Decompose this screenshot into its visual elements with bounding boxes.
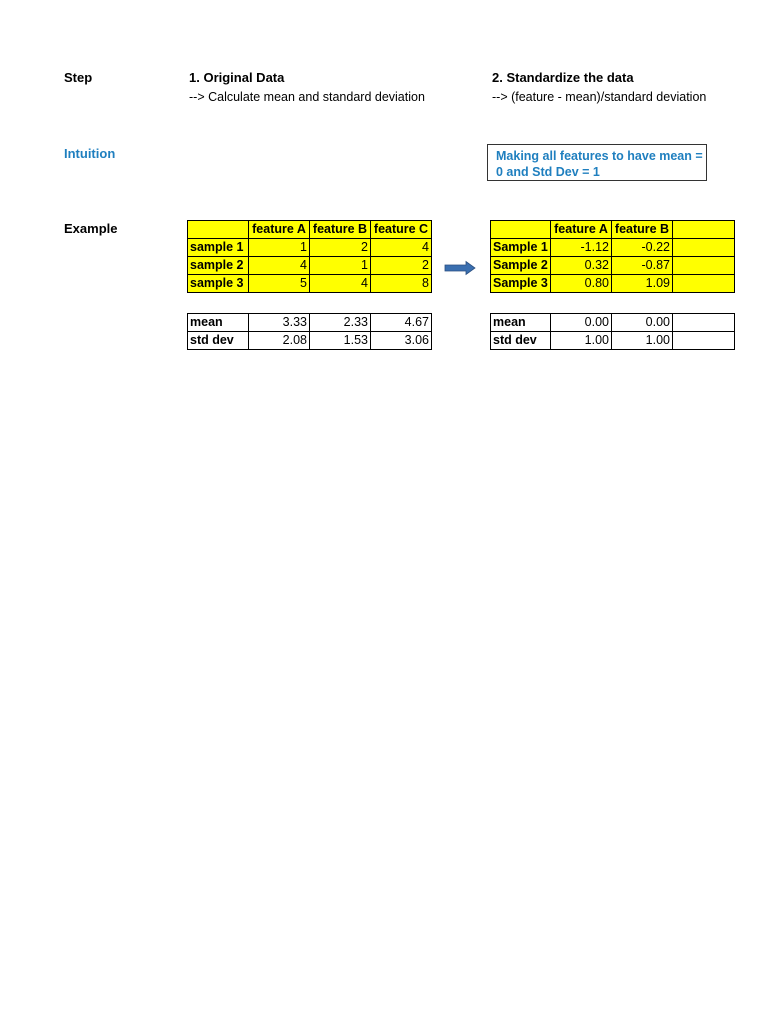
- table-row: [491, 314, 735, 332]
- standardized-data-table: [490, 220, 735, 293]
- table-cell: 8: [371, 275, 432, 293]
- table-cell: 1: [310, 257, 371, 275]
- intuition-line-1: Making all features to have mean =: [496, 149, 703, 163]
- step2-title: 2. Standardize the data: [492, 70, 634, 85]
- step-label: Step: [64, 70, 93, 85]
- table-cell: 3.06: [371, 332, 432, 350]
- table-cell: 2: [310, 239, 371, 257]
- table-cell: 2.08: [249, 332, 310, 350]
- table-cell: [673, 332, 735, 350]
- intuition-label: Intuition: [64, 146, 116, 161]
- table-cell: [673, 257, 735, 275]
- stat-label-mean: mean: [188, 314, 249, 332]
- table-cell: 0.80: [551, 275, 612, 293]
- table-cell: [673, 314, 735, 332]
- step1-title: 1. Original Data: [189, 70, 285, 85]
- header-feature-b: feature B: [310, 221, 371, 239]
- table-cell: 2.33: [310, 314, 371, 332]
- standardized-stats-table: [490, 313, 735, 350]
- table-corner-cell: [491, 221, 551, 239]
- table-cell: 0.32: [551, 257, 612, 275]
- table-cell: 1.00: [612, 332, 673, 350]
- stat-label-std-dev: std dev: [188, 332, 249, 350]
- table-row: [491, 239, 735, 257]
- intuition-line-2: 0 and Std Dev = 1: [496, 165, 600, 179]
- example-label: Example: [64, 221, 118, 236]
- row-label: Sample 2: [491, 257, 551, 275]
- table-row: [491, 332, 735, 350]
- intuition-text-box: [487, 144, 707, 181]
- table-cell: 5: [249, 275, 310, 293]
- header-feature-c: feature C: [371, 221, 432, 239]
- table-cell: 1: [249, 239, 310, 257]
- stat-label-std-dev: std dev: [491, 332, 551, 350]
- header-feature-a: feature A: [551, 221, 612, 239]
- stat-label-mean: mean: [491, 314, 551, 332]
- row-label: sample 3: [188, 275, 249, 293]
- table-cell: 3.33: [249, 314, 310, 332]
- table-cell: 0.00: [551, 314, 612, 332]
- table-cell: 1.00: [551, 332, 612, 350]
- table-cell: -0.22: [612, 239, 673, 257]
- table-header-row: [491, 221, 735, 239]
- row-label: Sample 1: [491, 239, 551, 257]
- table-row: [491, 275, 735, 293]
- table-cell: 0.00: [612, 314, 673, 332]
- table-cell: [673, 221, 735, 239]
- table-cell: 4: [371, 239, 432, 257]
- table-cell: 4: [249, 257, 310, 275]
- table-cell: [673, 275, 735, 293]
- table-cell: -1.12: [551, 239, 612, 257]
- table-cell: -0.87: [612, 257, 673, 275]
- row-label: sample 2: [188, 257, 249, 275]
- header-feature-a: feature A: [249, 221, 310, 239]
- step2-subtitle: --> (feature - mean)/standard deviation: [492, 90, 707, 104]
- table-row: [491, 257, 735, 275]
- table-cell: [673, 239, 735, 257]
- table-cell: 1.09: [612, 275, 673, 293]
- table-cell: 4: [310, 275, 371, 293]
- step1-subtitle: --> Calculate mean and standard deviation: [189, 90, 425, 104]
- row-label: sample 1: [188, 239, 249, 257]
- header-feature-b: feature B: [612, 221, 673, 239]
- table-cell: 4.67: [371, 314, 432, 332]
- table-cell: 2: [371, 257, 432, 275]
- table-cell: 1.53: [310, 332, 371, 350]
- row-label: Sample 3: [491, 275, 551, 293]
